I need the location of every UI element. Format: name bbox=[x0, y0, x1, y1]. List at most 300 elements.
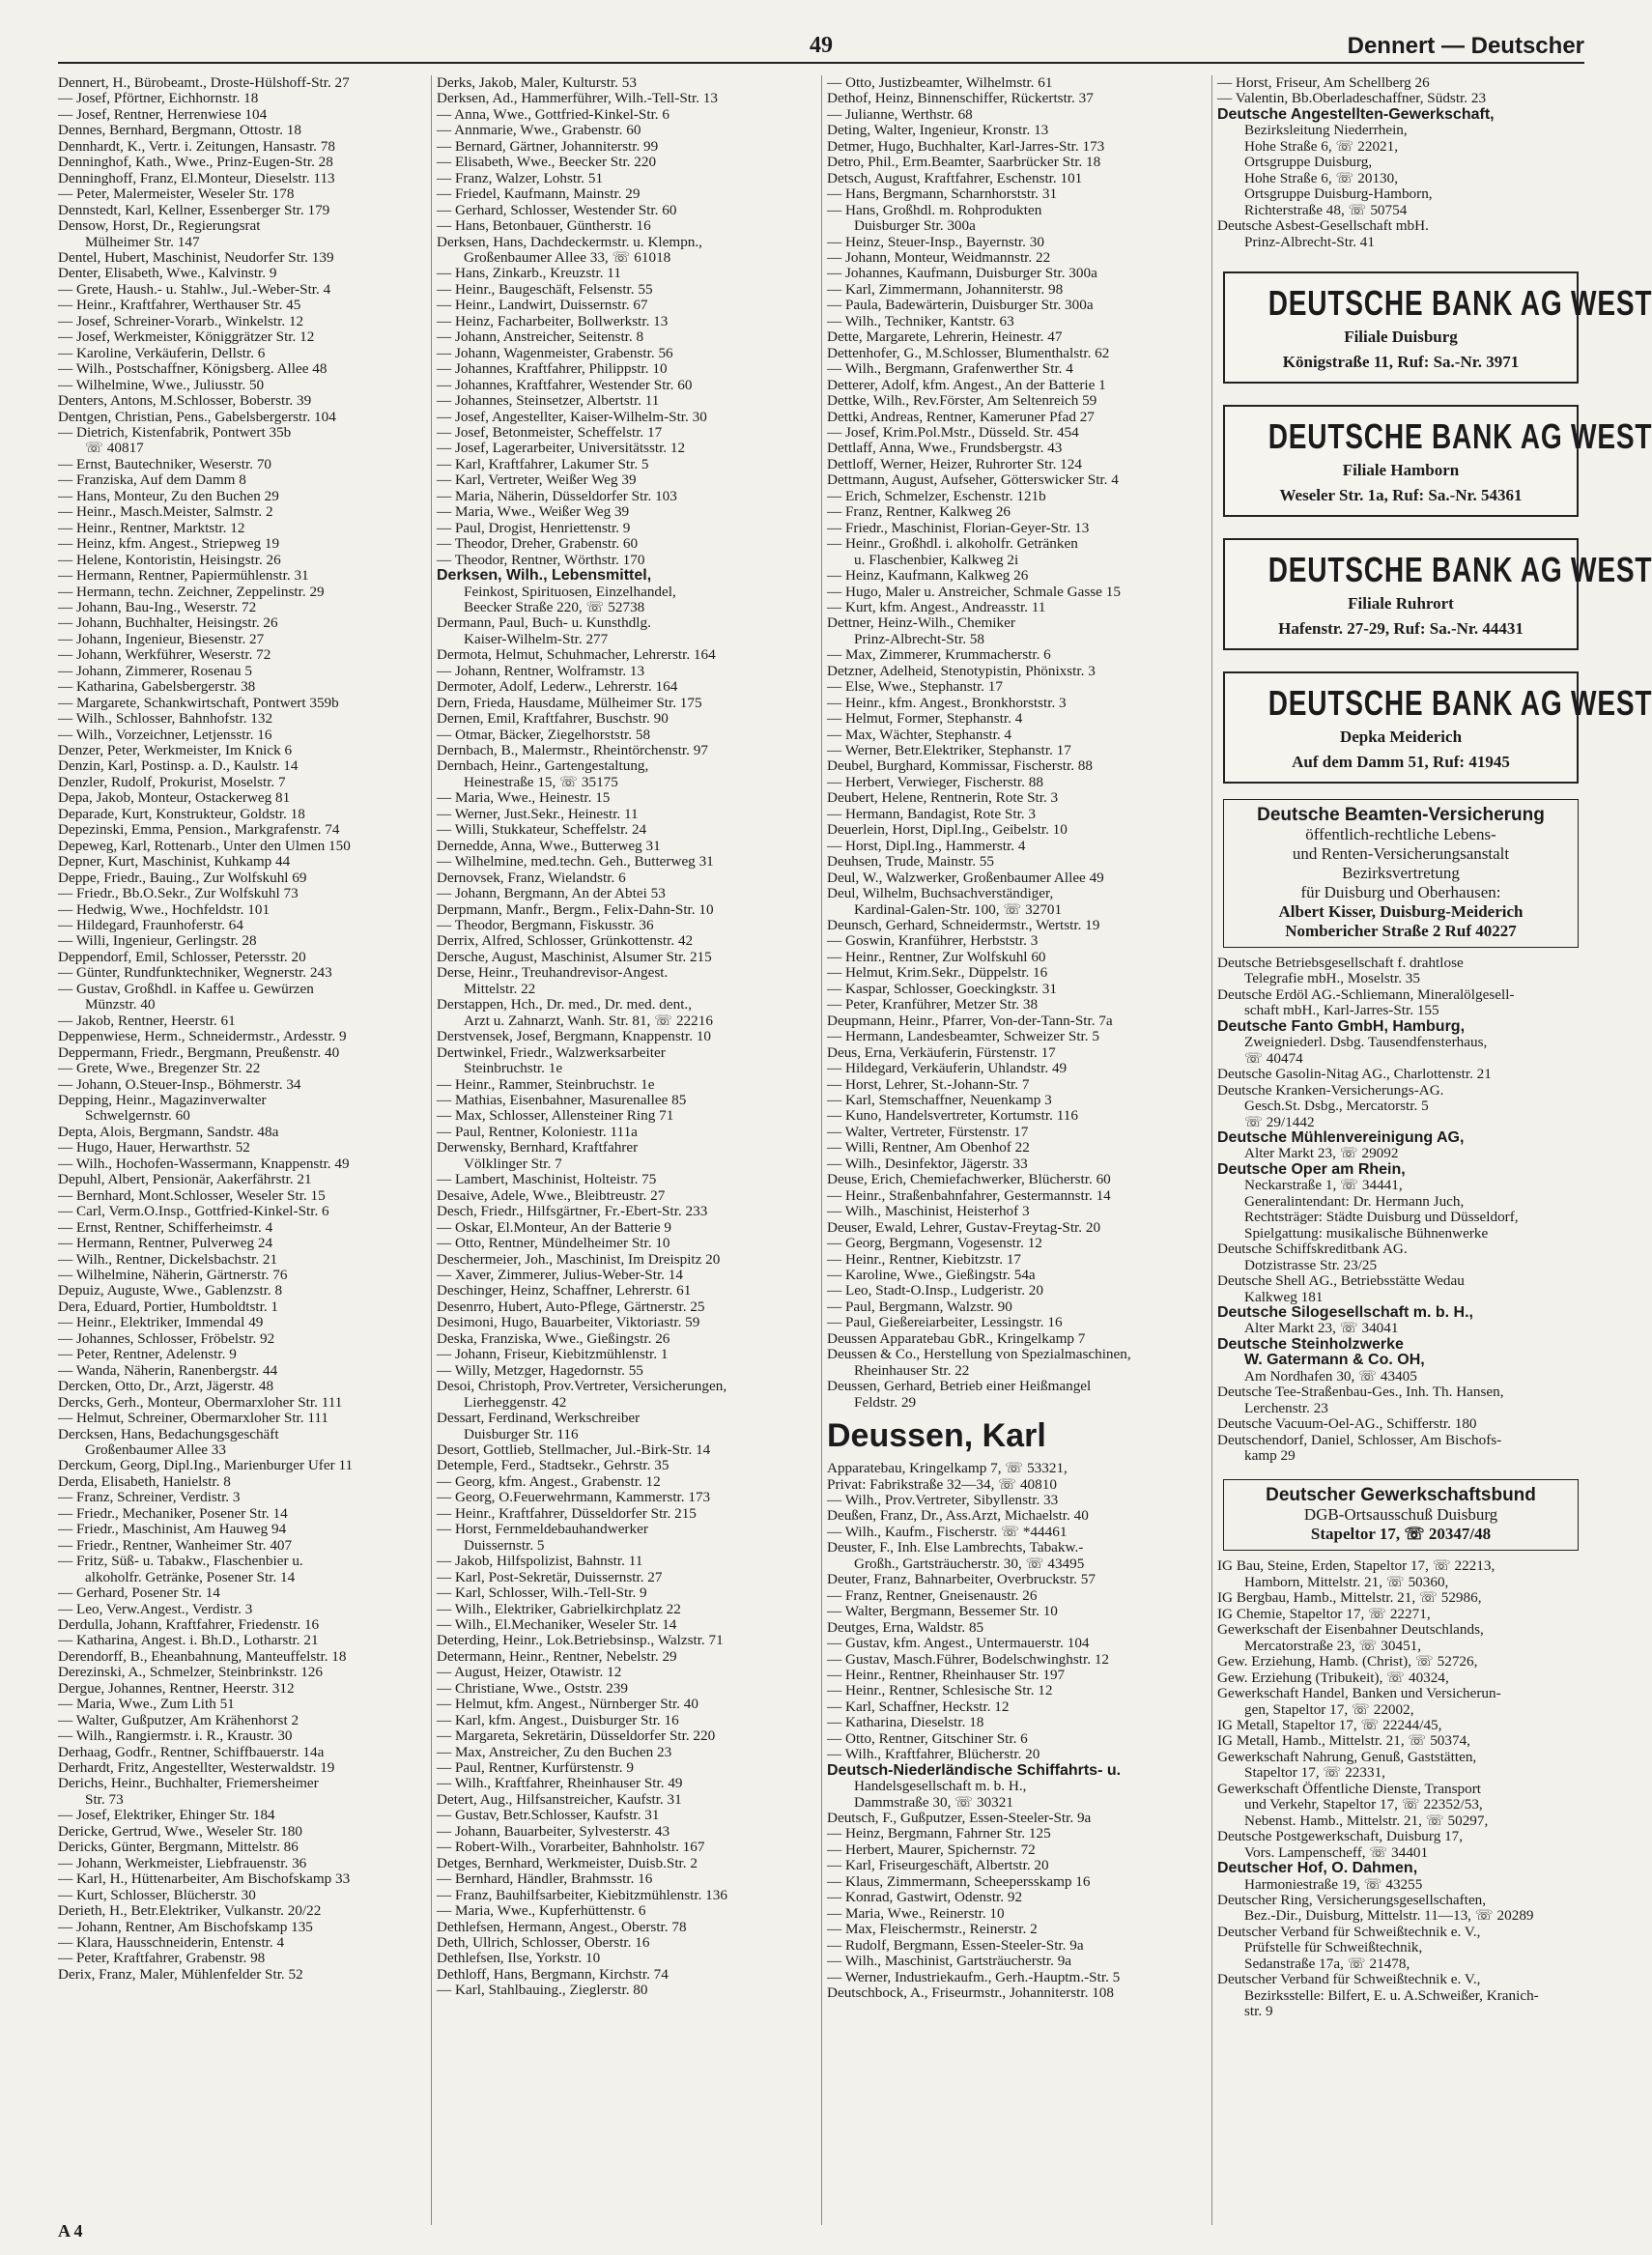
directory-entry: — Christiane, Wwe., Oststr. 239 bbox=[437, 1679, 628, 1697]
directory-entry: Deuser, Ewald, Lehrer, Gustav-Freytag-Str. 20 bbox=[827, 1218, 1101, 1236]
directory-entry: — Heinr., Kraftfahrer, Werthauser Str. 45 bbox=[58, 297, 301, 314]
directory-entry: Vors. Lampenscheff, ☏ 34401 bbox=[1244, 1843, 1429, 1861]
directory-entry: — Max, Fleischermstr., Reinerstr. 2 bbox=[827, 1921, 1038, 1938]
directory-entry: — Paul, Rentner, Koloniestr. 111a bbox=[437, 1123, 638, 1140]
directory-entry: Deuse, Erich, Chemiefachwerker, Blücherstr. 60 bbox=[827, 1171, 1111, 1188]
directory-entry: — Klaus, Zimmermann, Scheepersskamp 16 bbox=[827, 1872, 1091, 1890]
directory-entry: — Horst, Friseur, Am Schellberg 26 bbox=[1217, 74, 1430, 91]
directory-entry: Spielgattung: musikalische Bühnenwerke bbox=[1244, 1224, 1489, 1242]
directory-entry: — Heinr., Masch.Meister, Salmstr. 2 bbox=[58, 503, 273, 521]
directory-entry: — Hildegard, Fraunhoferstr. 64 bbox=[58, 917, 243, 934]
directory-entry: Derksen, Wilh., Lebensmittel, bbox=[437, 567, 652, 585]
directory-entry: Deppenwiese, Herm., Schneidermstr., Ardesstr. 9 bbox=[58, 1028, 347, 1045]
directory-entry: Deutsche Kranken-Versicherungs-AG. bbox=[1217, 1081, 1444, 1099]
directory-entry: Deussen, Gerhard, Betrieb einer Heißmangel bbox=[827, 1378, 1092, 1395]
directory-entry: Großenbaumer Allee 33 bbox=[85, 1441, 226, 1458]
directory-entry: Steinbruchstr. 1e bbox=[464, 1060, 563, 1077]
directory-entry: — Heinz, Kaufmann, Kalkweg 26 bbox=[827, 567, 1029, 585]
directory-entry: Dernedde, Anna, Wwe., Butterweg 31 bbox=[437, 837, 661, 854]
directory-entry: Deussen, Karl bbox=[827, 1417, 1046, 1455]
directory-entry: — Heinr., Rentner, Marktstr. 12 bbox=[58, 519, 245, 536]
directory-entry: — Hermann, Rentner, Papiermühlenstr. 31 bbox=[58, 567, 309, 585]
column-1 bbox=[58, 75, 423, 2225]
directory-entry: Dettlaff, Anna, Wwe., Frundsbergstr. 43 bbox=[827, 440, 1063, 457]
directory-entry: Deus, Erna, Verkäuferin, Fürstenstr. 17 bbox=[827, 1043, 1056, 1061]
directory-entry: — Heinr., Rentner, Zur Wolfskuhl 60 bbox=[827, 948, 1046, 965]
directory-entry: — Heinz, Bergmann, Fahrner Str. 125 bbox=[827, 1825, 1051, 1842]
directory-entry: — Hans, Großhdl. m. Rohprodukten bbox=[827, 201, 1042, 218]
directory-entry: — Willi, Rentner, Am Obenhof 22 bbox=[827, 1139, 1030, 1156]
directory-entry: Deuster, F., Inh. Else Lambrechts, Tabakw.- bbox=[827, 1539, 1084, 1556]
directory-entry: ☏ 40474 bbox=[1244, 1049, 1303, 1067]
directory-entry: Deting, Walter, Ingenieur, Kronstr. 13 bbox=[827, 122, 1049, 139]
directory-entry: Deterding, Heinr., Lok.Betriebsinsp., Walzstr. 71 bbox=[437, 1632, 724, 1649]
directory-entry: — Karoline, Verkäuferin, Dellstr. 6 bbox=[58, 344, 266, 361]
directory-entry: — Hans, Monteur, Zu den Buchen 29 bbox=[58, 487, 279, 504]
directory-entry: — Franz, Walzer, Lohstr. 51 bbox=[437, 169, 604, 186]
directory-entry: Derksen, Ad., Hammerführer, Wilh.-Tell-Str. 13 bbox=[437, 90, 718, 107]
directory-entry: — Franz, Schreiner, Verdistr. 3 bbox=[58, 1489, 241, 1506]
directory-entry: — Wilh., Postschaffner, Königsberg. Allee 48 bbox=[58, 360, 328, 378]
directory-entry: Deutsche Tee-Straßenbau-Ges., Inh. Th. Hansen, bbox=[1217, 1384, 1504, 1401]
ad-title: Deutsche Beamten-Versicherung bbox=[1257, 804, 1545, 825]
directory-entry: Gewerkschaft Nahrung, Genuß, Gaststätten, bbox=[1217, 1748, 1477, 1765]
directory-entry: — Josef, Lagerarbeiter, Universitätsstr. 12 bbox=[437, 440, 686, 457]
directory-entry: — Karl, Vertreter, Weißer Weg 39 bbox=[437, 471, 637, 489]
directory-entry: Kalkweg 181 bbox=[1244, 1288, 1324, 1305]
column-2 bbox=[437, 75, 813, 2225]
directory-entry: Hohe Straße 6, ☏ 22021, bbox=[1244, 137, 1399, 155]
directory-entry: Prüfstelle für Schweißtechnik, bbox=[1244, 1939, 1423, 1956]
directory-entry: — Leo, Stadt-O.Insp., Ludgeristr. 20 bbox=[827, 1282, 1043, 1299]
ad-line: für Duisburg und Oberhausen: bbox=[1300, 882, 1501, 901]
directory-entry: Mittelstr. 22 bbox=[464, 980, 536, 997]
directory-entry: — Theodor, Bergmann, Fiskusstr. 36 bbox=[437, 917, 654, 934]
directory-entry: Alter Markt 23, ☏ 29092 bbox=[1244, 1145, 1399, 1162]
directory-entry: — Rudolf, Bergmann, Essen-Steeler-Str. 9a bbox=[827, 1936, 1084, 1954]
directory-entry: — Paul, Bergmann, Walzstr. 90 bbox=[827, 1298, 1012, 1315]
directory-entry: Dettner, Heinz-Wilh., Chemiker bbox=[827, 614, 1015, 632]
directory-entry: Dericks, Günter, Bergmann, Mittelstr. 86 bbox=[58, 1839, 299, 1856]
directory-entry: — Elisabeth, Wwe., Beecker Str. 220 bbox=[437, 154, 657, 171]
directory-entry: — Franz, Bauhilfsarbeiter, Kiebitzmühlenstr. 136 bbox=[437, 1886, 727, 1903]
directory-entry: Dentel, Hubert, Maschinist, Neudorfer Str. 139 bbox=[58, 248, 334, 266]
directory-entry: — Wilh., Schlosser, Bahnhofstr. 132 bbox=[58, 710, 273, 728]
directory-entry: — Karl, Kraftfahrer, Lakumer Str. 5 bbox=[437, 455, 649, 472]
directory-entry: — Margarete, Schankwirtschaft, Pontwert 359b bbox=[58, 694, 339, 711]
directory-entry: — Johannes, Schlosser, Fröbelstr. 92 bbox=[58, 1329, 275, 1347]
directory-entry: — Jakob, Rentner, Heerstr. 61 bbox=[58, 1012, 236, 1029]
directory-entry: — Wilh., Prov.Vertreter, Sibyllenstr. 33 bbox=[827, 1491, 1059, 1508]
directory-entry: Deutscher Verband für Schweißtechnik e. V., bbox=[1217, 1971, 1481, 1988]
directory-entry: Denninghof, Kath., Wwe., Prinz-Eugen-Str. 28 bbox=[58, 154, 333, 171]
directory-entry: — Karoline, Wwe., Gießingstr. 54a bbox=[827, 1266, 1036, 1283]
directory-entry: Derpmann, Manfr., Bergm., Felix-Dahn-Str. 10 bbox=[437, 900, 714, 918]
directory-entry: Deul, Wilhelm, Buchsachverständiger, bbox=[827, 885, 1054, 902]
directory-entry: Derda, Elisabeth, Hanielstr. 8 bbox=[58, 1472, 231, 1490]
directory-entry: — Grete, Haush.- u. Stahlw., Jul.-Weber-Str. 4 bbox=[58, 280, 331, 298]
directory-entry: Denzin, Karl, Postinsp. a. D., Kaulstr. 14 bbox=[58, 757, 299, 775]
directory-entry: Denzler, Rudolf, Prokurist, Moselstr. 7 bbox=[58, 773, 286, 790]
directory-entry: Detro, Phil., Erm.Beamter, Saarbrücker Str. 18 bbox=[827, 154, 1101, 171]
directory-entry: — Horst, Dipl.Ing., Hammerstr. 4 bbox=[827, 837, 1026, 854]
directory-entry: Dernovsek, Franz, Wielandstr. 6 bbox=[437, 869, 626, 886]
directory-entry: Zweigniederl. Dsbg. Tausendfensterhaus, bbox=[1244, 1034, 1488, 1051]
directory-entry: — Hans, Bergmann, Scharnhorststr. 31 bbox=[827, 186, 1058, 203]
directory-entry: — Else, Wwe., Stephanstr. 17 bbox=[827, 678, 1003, 696]
directory-entry: — Erich, Schmelzer, Eschenstr. 121b bbox=[827, 487, 1046, 504]
directory-entry: — Wilh., Desinfektor, Jägerstr. 33 bbox=[827, 1155, 1028, 1172]
directory-entry: — Maria, Wwe., Reinerstr. 10 bbox=[827, 1904, 1005, 1922]
directory-entry: — Heinz, Steuer-Insp., Bayernstr. 30 bbox=[827, 233, 1044, 250]
directory-entry: Dotzistrasse Str. 23/25 bbox=[1244, 1256, 1378, 1273]
directory-entry: Dera, Eduard, Portier, Humboldtstr. 1 bbox=[58, 1298, 279, 1315]
directory-entry: — Walter, Gußputzer, Am Krähenhorst 2 bbox=[58, 1711, 299, 1728]
directory-entry: — Wilh., Maschinist, Gartsträucherstr. 9a bbox=[827, 1953, 1072, 1970]
directory-entry: — Robert-Wilh., Vorarbeiter, Bahnholstr. 167 bbox=[437, 1839, 705, 1856]
directory-entry: Derhardt, Fritz, Angestellter, Westerwaldstr. 19 bbox=[58, 1759, 335, 1777]
directory-entry: — Karl, Stahlbauing., Zieglerstr. 80 bbox=[437, 1982, 648, 1999]
directory-entry: — Friedr., Maschinist, Florian-Geyer-Str. 13 bbox=[827, 519, 1090, 536]
directory-entry: Deuhsen, Trude, Mainstr. 55 bbox=[827, 853, 994, 871]
directory-entry: Derksen, Hans, Dachdeckermstr. u. Klempn., bbox=[437, 233, 702, 250]
directory-entry: — Maria, Wwe., Heinestr. 15 bbox=[437, 789, 611, 807]
directory-entry: ☏ 29/1442 bbox=[1244, 1113, 1315, 1130]
directory-entry: Hamborn, Mittelstr. 21, ☏ 50360, bbox=[1244, 1573, 1449, 1590]
directory-entry: Deutscher Ring, Versicherungsgesellschaften, bbox=[1217, 1892, 1487, 1908]
directory-entry: Bezirksleitung Niederrhein, bbox=[1244, 122, 1408, 139]
directory-entry: — Josef, Pförtner, Eichhornstr. 18 bbox=[58, 90, 259, 107]
directory-entry: Völklinger Str. 7 bbox=[464, 1155, 562, 1172]
directory-entry: Duissernstr. 5 bbox=[464, 1536, 545, 1554]
directory-entry: — Hermann, techn. Zeichner, Zeppelinstr. 29 bbox=[58, 583, 325, 600]
directory-entry: Gewerkschaft Handel, Banken und Versicherun- bbox=[1217, 1685, 1501, 1702]
directory-entry: Kardinal-Galen-Str. 100, ☏ 32701 bbox=[854, 900, 1063, 918]
directory-entry: — Heinr., kfm. Angest., Bronkhorststr. 3 bbox=[827, 694, 1067, 711]
directory-entry: — Kurt, kfm. Angest., Andreasstr. 11 bbox=[827, 598, 1046, 615]
directory-entry: — Wilh., Kraftfahrer, Rheinhauser Str. 49 bbox=[437, 1775, 683, 1792]
directory-entry: — Willy, Metzger, Hagedornstr. 55 bbox=[437, 1361, 643, 1379]
directory-entry: Richterstraße 48, ☏ 50754 bbox=[1244, 201, 1408, 218]
running-title: Dennert — Deutscher bbox=[1347, 33, 1584, 59]
column-divider bbox=[821, 75, 822, 2225]
directory-entry: Denters, Antons, M.Schlosser, Boberstr. 39 bbox=[58, 392, 312, 410]
directory-entry: — Heinr., Rentner, Rheinhauser Str. 197 bbox=[827, 1666, 1066, 1683]
directory-entry: Deupmann, Heinr., Pfarrer, Von-der-Tann-Str. 7a bbox=[827, 1012, 1113, 1029]
directory-entry: — Julianne, Werthstr. 68 bbox=[827, 105, 973, 123]
directory-entry: ☏ 40817 bbox=[85, 440, 144, 457]
directory-entry: — Wilh., El.Mechaniker, Weseler Str. 14 bbox=[437, 1615, 677, 1633]
directory-entry: — Lambert, Maschinist, Holteistr. 75 bbox=[437, 1171, 657, 1188]
directory-entry: — Annmarie, Wwe., Grabenstr. 60 bbox=[437, 122, 641, 139]
directory-entry: Dertwinkel, Friedr., Walzwerksarbeiter bbox=[437, 1043, 666, 1061]
directory-entry: — Paul, Drogist, Henriettenstr. 9 bbox=[437, 519, 631, 536]
directory-entry: — Bernhard, Mont.Schlosser, Weseler Str. 15 bbox=[58, 1186, 326, 1204]
ad-line: Nombericher Straße 2 Ruf 40227 bbox=[1285, 921, 1517, 940]
directory-entry: Dennes, Bernhard, Bergmann, Ottostr. 18 bbox=[58, 122, 301, 139]
directory-entry: — Helene, Kontoristin, Heisingstr. 26 bbox=[58, 551, 281, 568]
column-divider bbox=[431, 75, 432, 2225]
ad-line: und Renten-Versicherungsanstalt bbox=[1292, 843, 1510, 863]
directory-entry: Kaiser-Wilhelm-Str. 277 bbox=[464, 630, 609, 647]
directory-entry: — Josef, Krim.Pol.Mstr., Düsseld. Str. 454 bbox=[827, 423, 1079, 441]
directory-entry: Großenbaumer Allee 33, ☏ 61018 bbox=[464, 248, 671, 266]
directory-entry: — Maria, Näherin, Düsseldorfer Str. 103 bbox=[437, 487, 677, 504]
directory-entry: Denzer, Peter, Werkmeister, Im Knick 6 bbox=[58, 742, 293, 759]
directory-entry: Depuhl, Albert, Pensionär, Aakerfährstr. 21 bbox=[58, 1171, 312, 1188]
directory-entry: — Karl, Post-Sekretär, Duissernstr. 27 bbox=[437, 1568, 663, 1585]
ad-line: öffentlich-rechtliche Lebens- bbox=[1305, 824, 1496, 843]
directory-entry: — Friedr., Bb.O.Sekr., Zur Wolfskuhl 73 bbox=[58, 885, 299, 902]
ad-branch: Depka Meiderich bbox=[1339, 727, 1463, 746]
directory-entry: Deschermeier, Joh., Maschinist, Im Dreispitz 20 bbox=[437, 1250, 721, 1268]
directory-entry: Lierheggenstr. 42 bbox=[464, 1393, 567, 1411]
directory-entry: — Günter, Rundfunktechniker, Wegnerstr. 243 bbox=[58, 964, 332, 982]
directory-entry: — Hans, Zinkarb., Kreuzstr. 11 bbox=[437, 265, 621, 282]
beamten-versicherung-ad bbox=[1223, 799, 1579, 948]
directory-entry: Derix, Franz, Maler, Mühlenfelder Str. 52 bbox=[58, 1965, 303, 1983]
directory-entry: — Gustav, kfm. Angest., Untermauerstr. 104 bbox=[827, 1635, 1090, 1652]
directory-entry: — Wilh., Elektriker, Gabrielkirchplatz 22 bbox=[437, 1600, 681, 1617]
directory-entry: — Johann, Buchhalter, Heisingstr. 26 bbox=[58, 614, 278, 632]
directory-entry: Deutsche Oper am Rhein, bbox=[1217, 1160, 1406, 1178]
directory-entry: — Friedr., Maschinist, Am Hauweg 94 bbox=[58, 1521, 287, 1538]
directory-entry: Schwelgernstr. 60 bbox=[85, 1107, 190, 1125]
directory-entry: — Heinr., Elektriker, Immendal 49 bbox=[58, 1314, 264, 1331]
directory-entry: — Franz, Rentner, Gneisenaustr. 26 bbox=[827, 1586, 1038, 1604]
directory-entry: Deska, Franziska, Wwe., Gießingstr. 26 bbox=[437, 1329, 670, 1347]
directory-entry: — Karl, Zimmermann, Johanniterstr. 98 bbox=[827, 280, 1064, 298]
directory-entry: Am Nordhafen 30, ☏ 43405 bbox=[1244, 1367, 1417, 1384]
directory-entry: — Josef, Schreiner-Vorarb., Winkelstr. 12 bbox=[58, 312, 304, 329]
directory-entry: Dennert, H., Bürobeamt., Droste-Hülshoff-Str. 27 bbox=[58, 74, 350, 91]
directory-entry: — Karl, Schaffner, Heckstr. 12 bbox=[827, 1698, 1010, 1715]
directory-entry: Dethloff, Hans, Bergmann, Kirchstr. 74 bbox=[437, 1965, 669, 1983]
directory-entry: — Gustav, Großhdl. in Kaffee u. Gewürzen bbox=[58, 980, 314, 997]
directory-entry: Depner, Kurt, Maschinist, Kuhkamp 44 bbox=[58, 853, 291, 871]
directory-entry: Desort, Gottlieb, Stellmacher, Jul.-Birk-Str. 14 bbox=[437, 1441, 711, 1458]
ad-branch: Filiale Hamborn bbox=[1342, 460, 1460, 479]
directory-entry: Stapeltor 17, ☏ 22331, bbox=[1244, 1764, 1385, 1782]
column-divider bbox=[1211, 75, 1212, 2225]
directory-entry: — Johann, Rentner, Wolframstr. 13 bbox=[437, 662, 645, 679]
page-header bbox=[58, 33, 1584, 64]
directory-entry: Deschinger, Heinz, Schaffner, Lehrerstr. 61 bbox=[437, 1282, 692, 1299]
directory-entry: — Maria, Wwe., Kupferhüttenstr. 6 bbox=[437, 1902, 646, 1920]
directory-entry: — Johann, Rentner, Am Bischofskamp 135 bbox=[58, 1918, 313, 1935]
directory-entry: — Heinr., Straßenbahnfahrer, Gestermannstr. 14 bbox=[827, 1186, 1111, 1204]
directory-entry: Dettki, Andreas, Rentner, Kameruner Pfad 27 bbox=[827, 408, 1095, 425]
directory-entry: Deussen & Co., Herstellung von Spezialmaschinen, bbox=[827, 1346, 1131, 1363]
directory-entry: — Johann, Werkmeister, Liebfrauenstr. 36 bbox=[58, 1854, 307, 1871]
directory-entry: — Franziska, Auf dem Damm 8 bbox=[58, 471, 246, 489]
directory-entry: — Wilh., Bergmann, Grafenwerther Str. 4 bbox=[827, 360, 1073, 378]
directory-entry: — Horst, Lehrer, St.-Johann-Str. 7 bbox=[827, 1075, 1030, 1093]
directory-entry: — Klara, Hausschneiderin, Entenstr. 4 bbox=[58, 1934, 285, 1952]
directory-entry: — Heinz, Facharbeiter, Bollwerkstr. 13 bbox=[437, 312, 669, 329]
directory-entry: Deutschbock, A., Friseurmstr., Johanniterstr. 108 bbox=[827, 1984, 1114, 2002]
directory-entry: Dersche, August, Maschinist, Alsumer Str. 215 bbox=[437, 948, 712, 965]
directory-entry: — Karl, Schlosser, Wilh.-Tell-Str. 9 bbox=[437, 1584, 647, 1602]
directory-entry: — Gustav, Betr.Schlosser, Kaufstr. 31 bbox=[437, 1807, 660, 1824]
directory-entry: — Max, Wächter, Stephanstr. 4 bbox=[827, 726, 1012, 743]
directory-entry: — Hermann, Bandagist, Rote Str. 3 bbox=[827, 805, 1036, 822]
directory-entry: Detsch, August, Kraftfahrer, Eschenstr. 101 bbox=[827, 169, 1083, 186]
directory-entry: Deutschendorf, Daniel, Schlosser, Am Bischofs- bbox=[1217, 1431, 1502, 1448]
directory-entry: — Walter, Bergmann, Bessemer Str. 10 bbox=[827, 1603, 1058, 1620]
directory-entry: — Johann, Wagenmeister, Grabenstr. 56 bbox=[437, 344, 673, 361]
ad-line: DGB-Ortsausschuß Duisburg bbox=[1303, 1505, 1498, 1525]
directory-entry: — Hermann, Landesbeamter, Schweizer Str. 5 bbox=[827, 1028, 1099, 1045]
directory-entry: — Theodor, Dreher, Grabenstr. 60 bbox=[437, 535, 639, 553]
directory-entry: IG Bau, Steine, Erden, Stapeltor 17, ☏ 22213, bbox=[1217, 1557, 1495, 1575]
directory-entry: — Karl, Stemschaffner, Neuenkamp 3 bbox=[827, 1092, 1052, 1108]
directory-entry: Deuter, Franz, Bahnarbeiter, Overbruckstr. 57 bbox=[827, 1571, 1096, 1588]
directory-entry: — Theodor, Rentner, Wörthstr. 170 bbox=[437, 551, 645, 568]
directory-entry: — Franz, Rentner, Kalkweg 26 bbox=[827, 503, 1011, 521]
directory-entry: Dessart, Ferdinand, Werkschreiber bbox=[437, 1410, 641, 1427]
directory-entry: Apparatebau, Kringelkamp 7, ☏ 53321, bbox=[827, 1460, 1068, 1477]
directory-entry: Depeweg, Karl, Rottenarb., Unter den Ulmen 150 bbox=[58, 837, 351, 854]
directory-entry: Deutsche Fanto GmbH, Hamburg, bbox=[1217, 1017, 1466, 1035]
directory-entry: — Kurt, Schlosser, Blücherstr. 30 bbox=[58, 1886, 256, 1903]
directory-entry: Derstappen, Hch., Dr. med., Dr. med. dent., bbox=[437, 996, 693, 1013]
ad-title: Deutscher Gewerkschaftsbund bbox=[1266, 1485, 1536, 1506]
directory-entry: Dennstedt, Karl, Kellner, Essenberger Str. 179 bbox=[58, 201, 330, 218]
directory-entry: — Karl, Friseurgeschäft, Albertstr. 20 bbox=[827, 1857, 1049, 1874]
directory-entry: — Heinr., Rentner, Schlesische Str. 12 bbox=[827, 1682, 1053, 1699]
directory-entry: — Georg, O.Feuerwehrmann, Kammerstr. 173 bbox=[437, 1489, 711, 1506]
directory-entry: alkoholfr. Getränke, Posener Str. 14 bbox=[85, 1568, 296, 1585]
directory-entry: — Werner, Industriekaufm., Gerh.-Hauptm.-Str. 5 bbox=[827, 1968, 1121, 1985]
directory-entry: — Max, Schlosser, Allensteiner Ring 71 bbox=[437, 1107, 674, 1125]
directory-entry: — Johann, Bau-Ing., Weserstr. 72 bbox=[58, 598, 257, 615]
directory-entry: — Paul, Gießereiarbeiter, Lessingstr. 16 bbox=[827, 1314, 1063, 1331]
directory-entry: Depezinski, Emma, Pension., Markgrafenstr. 74 bbox=[58, 821, 340, 839]
directory-entry: Detges, Bernhard, Werkmeister, Duisb.Str. 2 bbox=[437, 1854, 698, 1871]
directory-entry: Derdulla, Johann, Kraftfahrer, Friedenstr. 16 bbox=[58, 1615, 320, 1633]
directory-entry: — Johannes, Steinsetzer, Albertstr. 11 bbox=[437, 392, 660, 410]
directory-entry: Nebenst. Hamb., Mittelstr. 21, ☏ 50297, bbox=[1244, 1812, 1489, 1829]
directory-entry: Deutges, Erna, Waldstr. 85 bbox=[827, 1618, 984, 1636]
directory-entry: Deußen, Franz, Dr., Ass.Arzt, Michaelstr. 40 bbox=[827, 1507, 1089, 1525]
directory-entry: Deunsch, Gerhard, Schneidermstr., Wertstr. 19 bbox=[827, 917, 1100, 934]
directory-entry: — Heinr., Kraftfahrer, Düsseldorfer Str. 215 bbox=[437, 1504, 697, 1522]
directory-entry: IG Bergbau, Hamb., Mittelstr. 21, ☏ 52986, bbox=[1217, 1589, 1482, 1607]
directory-entry: Detmer, Hugo, Buchhalter, Karl-Jarres-Str. 173 bbox=[827, 137, 1105, 155]
directory-entry: — Johann, Bergmann, An der Abtei 53 bbox=[437, 885, 666, 902]
directory-entry: u. Flaschenbier, Kalkweg 2i bbox=[854, 551, 1019, 568]
directory-columns bbox=[58, 74, 1652, 2225]
directory-entry: — Heinr., Landwirt, Duissernstr. 67 bbox=[437, 297, 648, 314]
directory-entry: — Hugo, Hauer, Herwarthstr. 52 bbox=[58, 1139, 250, 1156]
directory-entry: Rechtsträger: Städte Duisburg und Düsseldorf, bbox=[1244, 1209, 1519, 1226]
directory-entry: — Willi, Ingenieur, Gerlingstr. 28 bbox=[58, 932, 257, 950]
directory-entry: Dettenhofer, G., M.Schlosser, Blumenthalstr. 62 bbox=[827, 344, 1110, 361]
directory-entry: — Konrad, Gastwirt, Odenstr. 92 bbox=[827, 1889, 1023, 1906]
directory-entry: Deutsche Mühlenvereinigung AG, bbox=[1217, 1128, 1465, 1146]
directory-entry: Duisburger Str. 116 bbox=[464, 1425, 579, 1442]
directory-entry: — Max, Zimmerer, Krummacherstr. 6 bbox=[827, 646, 1051, 664]
directory-entry: Deutsche Shell AG., Betriebsstätte Wedau bbox=[1217, 1272, 1465, 1290]
directory-entry: Privat: Fabrikstraße 32—34, ☏ 40810 bbox=[827, 1475, 1057, 1493]
directory-entry: Dermoter, Adolf, Lederw., Lehrerstr. 164 bbox=[437, 678, 678, 696]
directory-entry: — Josef, Angestellter, Kaiser-Wilhelm-Str. 30 bbox=[437, 408, 707, 425]
directory-entry: — Hans, Betonbauer, Güntherstr. 16 bbox=[437, 217, 651, 235]
directory-entry: — Walter, Vertreter, Fürstenstr. 17 bbox=[827, 1123, 1029, 1140]
directory-entry: — Paul, Rentner, Kurfürstenstr. 9 bbox=[437, 1759, 634, 1777]
deutsche-bank-ad bbox=[1223, 405, 1652, 517]
directory-entry: Derse, Heinr., Treuhandrevisor-Angest. bbox=[437, 964, 669, 982]
deutsche-bank-ad bbox=[1223, 538, 1652, 650]
directory-entry: — Maria, Wwe., Weißer Weg 39 bbox=[437, 503, 630, 521]
directory-entry: — Johann, Werkführer, Weserstr. 72 bbox=[58, 646, 271, 664]
directory-entry: Derezinski, A., Schmelzer, Steinbrinkstr. 126 bbox=[58, 1664, 323, 1681]
directory-entry: — Herbert, Maurer, Spichernstr. 72 bbox=[827, 1841, 1036, 1858]
directory-entry: — Horst, Fernmeldebauhandwerker bbox=[437, 1521, 648, 1538]
directory-entry: Deutsche Vacuum-Oel-AG., Schifferstr. 180 bbox=[1217, 1415, 1477, 1433]
directory-entry: Mülheimer Str. 147 bbox=[85, 233, 200, 250]
directory-entry: Deutsche Betriebsgesellschaft f. drahtlose bbox=[1217, 954, 1464, 971]
directory-entry: Deutsche Silogesellschaft m. b. H., bbox=[1217, 1303, 1473, 1321]
directory-entry: — Josef, Betonmeister, Scheffelstr. 17 bbox=[437, 423, 663, 441]
directory-entry: — Josef, Werkmeister, Königgrätzer Str. 12 bbox=[58, 328, 315, 346]
directory-entry: — Johannes, Kaufmann, Duisburger Str. 300a bbox=[827, 265, 1097, 282]
directory-entry: — Otmar, Bäcker, Ziegelhorststr. 58 bbox=[437, 726, 651, 743]
page-number: 49 bbox=[810, 33, 833, 58]
directory-entry: Desoi, Christoph, Prov.Vertreter, Versicherungen, bbox=[437, 1378, 727, 1395]
directory-entry: — Friedr., Rentner, Wanheimer Str. 407 bbox=[58, 1536, 293, 1554]
directory-entry: — Otto, Justizbeamter, Wilhelmstr. 61 bbox=[827, 74, 1053, 91]
directory-entry: Detemple, Ferd., Stadtsekr., Gehrstr. 35 bbox=[437, 1457, 669, 1474]
directory-entry: Dentgen, Christian, Pens., Gabelsbergerstr. 104 bbox=[58, 408, 336, 425]
directory-entry: — Hugo, Maler u. Anstreicher, Schmale Gasse 15 bbox=[827, 583, 1121, 600]
directory-entry: Dethlefsen, Hermann, Angest., Oberstr. 78 bbox=[437, 1918, 687, 1935]
directory-entry: — Hedwig, Wwe., Hochfeldstr. 101 bbox=[58, 900, 271, 918]
directory-entry: — Heinr., Rammer, Steinbruchstr. 1e bbox=[437, 1075, 655, 1093]
directory-entry: Depping, Heinr., Magazinverwalter bbox=[58, 1092, 267, 1108]
directory-entry: — Wilh., Hochofen-Wassermann, Knappenstr. 49 bbox=[58, 1155, 350, 1172]
deutsche-bank-ad bbox=[1223, 671, 1652, 784]
directory-entry: Mercatorstraße 23, ☏ 30451, bbox=[1244, 1637, 1422, 1654]
ad-address: Königstraße 11, Ruf: Sa.-Nr. 3971 bbox=[1282, 352, 1520, 371]
directory-entry: Deparade, Kurt, Konstrukteur, Goldstr. 18 bbox=[58, 805, 305, 822]
directory-entry: — Otto, Rentner, Gitschiner Str. 6 bbox=[827, 1729, 1028, 1747]
directory-entry: Gewerkschaft der Eisenbahner Deutschlands, bbox=[1217, 1621, 1484, 1639]
directory-entry: — Johann, Monteur, Weidmannstr. 22 bbox=[827, 248, 1051, 266]
directory-entry: — Anna, Wwe., Gottfried-Kinkel-Str. 6 bbox=[437, 105, 669, 123]
directory-entry: Lerchenstr. 23 bbox=[1244, 1399, 1328, 1416]
directory-entry: Derwensky, Bernhard, Kraftfahrer bbox=[437, 1139, 639, 1156]
directory-entry: Dettke, Wilh., Rev.Förster, Am Seltenreich 59 bbox=[827, 392, 1097, 410]
ad-line: Bezirksvertretung bbox=[1342, 863, 1460, 882]
directory-entry: Deutscher Verband für Schweißtechnik e. V., bbox=[1217, 1923, 1481, 1940]
directory-entry: Deppermann, Friedr., Bergmann, Preußenstr. 40 bbox=[58, 1043, 340, 1061]
directory-entry: — Wilh., Kraftfahrer, Blücherstr. 20 bbox=[827, 1746, 1040, 1763]
directory-entry: Alter Markt 23, ☏ 34041 bbox=[1244, 1320, 1399, 1337]
directory-entry: — Josef, Elektriker, Ehinger Str. 184 bbox=[58, 1807, 275, 1824]
directory-entry: Arzt u. Zahnarzt, Wanh. Str. 81, ☏ 22216 bbox=[464, 1012, 713, 1029]
directory-entry: Derendorff, B., Eheanbahnung, Manteuffelstr. 18 bbox=[58, 1647, 347, 1665]
directory-entry: — Xaver, Zimmerer, Julius-Weber-Str. 14 bbox=[437, 1266, 683, 1283]
directory-entry: Deutsche Gasolin-Nitag AG., Charlottenstr. 21 bbox=[1217, 1066, 1492, 1083]
directory-entry: Deutsche Schiffskreditbank AG. bbox=[1217, 1241, 1408, 1258]
directory-entry: Desaive, Adele, Wwe., Bleibtreustr. 27 bbox=[437, 1186, 666, 1204]
directory-entry: — Willi, Stukkateur, Scheffelstr. 24 bbox=[437, 821, 647, 839]
ad-address: Hafenstr. 27-29, Ruf: Sa.-Nr. 44431 bbox=[1278, 618, 1524, 638]
directory-entry: Dette, Margarete, Lehrerin, Heinestr. 47 bbox=[827, 328, 1063, 346]
directory-entry: Deth, Ullrich, Schlosser, Oberstr. 16 bbox=[437, 1934, 650, 1952]
